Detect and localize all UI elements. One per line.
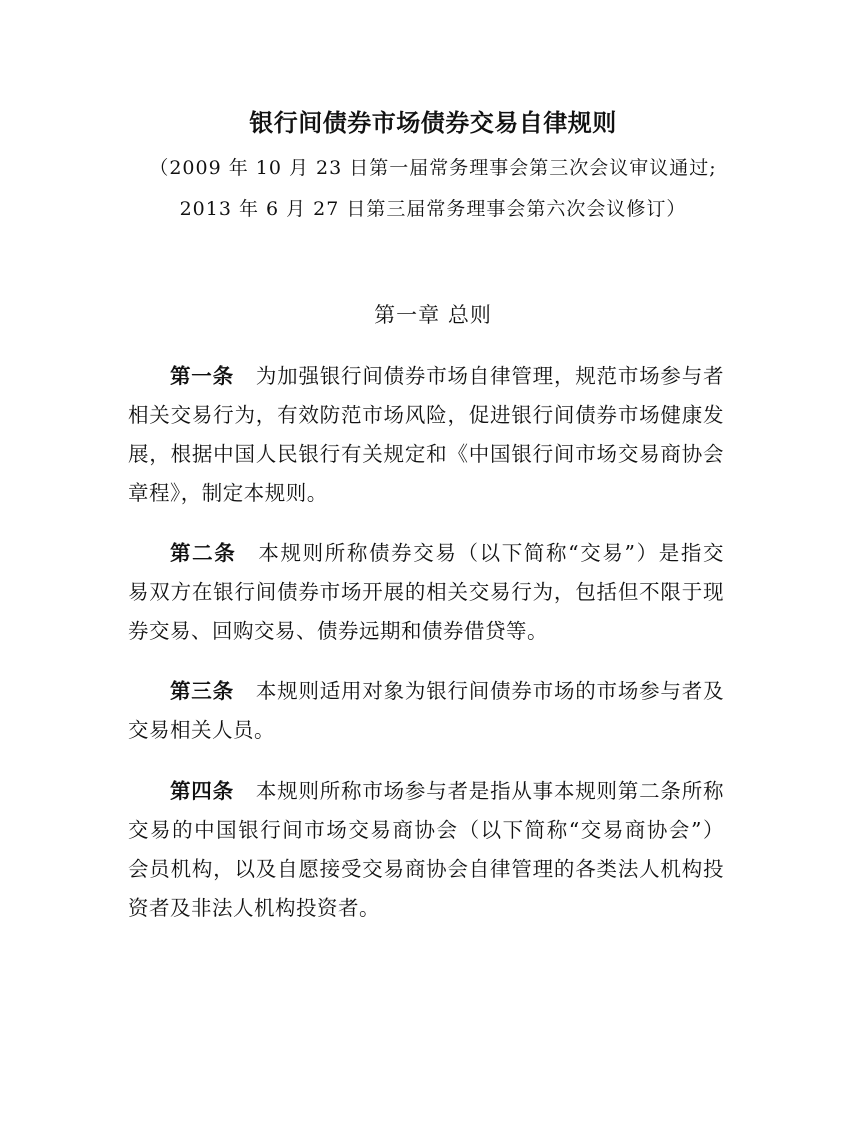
article-line (128, 357, 724, 396)
document-title: 银行间债券市场债券交易自律规则 (249, 109, 617, 137)
article-line: 展，根据中国人民银行有关规定和《中国银行间市场交易商协会 (128, 442, 724, 466)
article-1 (128, 357, 724, 513)
document-subtitle-line-2: 2013 年 6 月 27 日第三届常务理事会第六次会议修订） (179, 198, 687, 220)
article-line (128, 534, 724, 573)
article-line: 会员机构，以及自愿接受交易商协会自律管理的各类法人机构投 (128, 857, 724, 881)
article-2 (128, 534, 724, 651)
article-line: 相关交易行为，有效防范市场风险，促进银行间债券市场健康发 (128, 403, 724, 427)
article-line: 交易相关人员。 (128, 718, 275, 742)
article-label: 第二条 (170, 541, 237, 565)
article-line (128, 672, 724, 711)
article-label: 第一条 (170, 364, 234, 388)
article-text: 本规则所称债券交易（以下简称“交易”）是指交 (258, 541, 725, 565)
chapter-heading: 第一章 总则 (374, 303, 492, 327)
article-line: 交易的中国银行间市场交易商协会（以下简称“交易商协会”） (128, 818, 724, 842)
article-3 (128, 672, 724, 750)
document-subtitle-line-1: （2009 年 10 月 23 日第一届常务理事会第三次会议审议通过; (149, 157, 717, 179)
article-line (128, 772, 724, 811)
article-label: 第三条 (170, 679, 234, 703)
article-line: 资者及非法人机构投资者。 (128, 896, 380, 920)
article-text: 本规则适用对象为银行间债券市场的市场参与者及 (255, 679, 724, 703)
article-label: 第四条 (170, 779, 234, 803)
article-4 (128, 772, 724, 928)
article-line: 易双方在银行间债券市场开展的相关交易行为，包括但不限于现 (128, 580, 724, 604)
article-text: 本规则所称市场参与者是指从事本规则第二条所称 (255, 779, 724, 803)
article-text: 为加强银行间债券市场自律管理，规范市场参与者 (255, 364, 724, 388)
article-line: 章程》，制定本规则。 (128, 481, 328, 505)
article-line: 券交易、回购交易、债券远期和债券借贷等。 (128, 619, 548, 643)
